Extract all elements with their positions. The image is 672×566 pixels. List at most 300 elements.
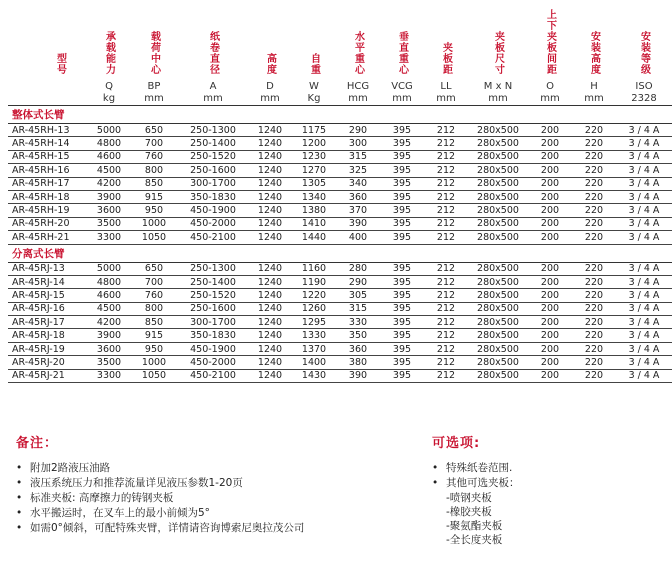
table-cell: 360 bbox=[336, 342, 380, 355]
table-cell: 1190 bbox=[292, 275, 336, 288]
column-header-label: 夹板尺寸 bbox=[492, 31, 504, 75]
note-item bbox=[16, 491, 396, 506]
option-sub-item: -聚氨酯夹板 bbox=[446, 520, 503, 532]
table-cell: 3 / 4 A bbox=[616, 262, 672, 275]
column-unit: mm bbox=[336, 92, 380, 106]
table-cell: 250-1600 bbox=[178, 164, 248, 177]
column-header-label: 夹板距 bbox=[440, 42, 452, 75]
table-cell: 370 bbox=[336, 204, 380, 217]
column-unit: mm bbox=[130, 92, 178, 106]
notes-title: 备注： bbox=[16, 436, 59, 451]
table-cell: 1240 bbox=[248, 369, 292, 382]
note-item bbox=[16, 521, 396, 536]
table-cell: 200 bbox=[528, 289, 572, 302]
table-cell: 220 bbox=[572, 177, 616, 190]
column-header bbox=[336, 6, 380, 80]
table-cell: 220 bbox=[572, 150, 616, 163]
table-cell: 280x500 bbox=[468, 204, 528, 217]
table-cell: 3 / 4 A bbox=[616, 124, 672, 137]
option-sub-item: -喷钢夹板 bbox=[446, 492, 492, 504]
table-row bbox=[8, 124, 672, 137]
table-cell: 390 bbox=[336, 217, 380, 230]
column-header bbox=[178, 6, 248, 80]
table-cell: 390 bbox=[336, 369, 380, 382]
table-cell: 220 bbox=[572, 137, 616, 150]
table-cell: 3 / 4 A bbox=[616, 302, 672, 315]
table-cell: 1240 bbox=[248, 217, 292, 230]
table-cell: 1200 bbox=[292, 137, 336, 150]
table-cell: 220 bbox=[572, 342, 616, 355]
table-cell: 1160 bbox=[292, 262, 336, 275]
column-symbol: ISO bbox=[635, 80, 653, 92]
table-cell: 212 bbox=[424, 164, 468, 177]
model-cell: AR-45RH-20 bbox=[8, 217, 88, 230]
table-cell: 395 bbox=[380, 316, 424, 329]
options-sub-list bbox=[446, 491, 632, 547]
column-header-label: 自重 bbox=[308, 53, 320, 75]
bullet-icon: • bbox=[16, 477, 23, 489]
column-unit: mm bbox=[528, 92, 572, 106]
table-cell: 3 / 4 A bbox=[616, 217, 672, 230]
table-cell: 212 bbox=[424, 204, 468, 217]
table-cell: 1410 bbox=[292, 217, 336, 230]
notes-section bbox=[16, 432, 396, 536]
table-body bbox=[8, 106, 672, 383]
table-cell: 395 bbox=[380, 204, 424, 217]
table-cell: 220 bbox=[572, 302, 616, 315]
table-cell: 3 / 4 A bbox=[616, 275, 672, 288]
option-text: 特殊纸卷范围. bbox=[446, 462, 513, 474]
section-header-row bbox=[8, 244, 672, 262]
table-cell: 4800 bbox=[88, 275, 130, 288]
column-header bbox=[468, 6, 528, 80]
table-cell: 200 bbox=[528, 150, 572, 163]
table-cell: 350 bbox=[336, 329, 380, 342]
option-item bbox=[432, 476, 632, 491]
table-cell: 395 bbox=[380, 289, 424, 302]
table-cell: 915 bbox=[130, 329, 178, 342]
table-cell: 3 / 4 A bbox=[616, 164, 672, 177]
table-cell: 1175 bbox=[292, 124, 336, 137]
table-cell: 200 bbox=[528, 356, 572, 369]
table-cell: 3 / 4 A bbox=[616, 177, 672, 190]
table-cell: 3 / 4 A bbox=[616, 329, 672, 342]
table-cell: 250-1300 bbox=[178, 262, 248, 275]
table-row bbox=[8, 137, 672, 150]
table-cell: 1050 bbox=[130, 231, 178, 244]
note-text: 附加2路液压油路 bbox=[30, 462, 111, 474]
table-cell: 4200 bbox=[88, 316, 130, 329]
table-cell: 395 bbox=[380, 356, 424, 369]
table-cell: 3500 bbox=[88, 217, 130, 230]
table-cell: 250-1520 bbox=[178, 289, 248, 302]
bullet-icon: • bbox=[16, 492, 23, 504]
table-cell: 220 bbox=[572, 124, 616, 137]
table-cell: 1240 bbox=[248, 262, 292, 275]
table-cell: 200 bbox=[528, 316, 572, 329]
model-cell: AR-45RJ-18 bbox=[8, 329, 88, 342]
table-cell: 950 bbox=[130, 342, 178, 355]
table-cell: 280x500 bbox=[468, 150, 528, 163]
table-cell: 305 bbox=[336, 289, 380, 302]
table-row bbox=[8, 190, 672, 203]
column-header bbox=[8, 6, 88, 80]
table-cell: 4500 bbox=[88, 302, 130, 315]
table-cell: 800 bbox=[130, 302, 178, 315]
column-header-label: 上下夹板间距 bbox=[544, 9, 556, 75]
table-cell: 400 bbox=[336, 231, 380, 244]
table-cell: 200 bbox=[528, 231, 572, 244]
table-cell: 315 bbox=[336, 150, 380, 163]
table-cell: 200 bbox=[528, 369, 572, 382]
table-cell: 360 bbox=[336, 190, 380, 203]
table-cell: 220 bbox=[572, 164, 616, 177]
table-cell: 450-1900 bbox=[178, 204, 248, 217]
table-cell: 280x500 bbox=[468, 342, 528, 355]
column-unit: Kg bbox=[292, 92, 336, 106]
column-header bbox=[130, 6, 178, 80]
table-cell: 280x500 bbox=[468, 356, 528, 369]
table-cell: 1230 bbox=[292, 150, 336, 163]
table-cell: 1050 bbox=[130, 369, 178, 382]
table-row bbox=[8, 342, 672, 355]
table-cell: 450-2000 bbox=[178, 217, 248, 230]
column-symbol: HCG bbox=[346, 80, 370, 92]
table-cell: 350-1830 bbox=[178, 190, 248, 203]
table-cell: 330 bbox=[336, 316, 380, 329]
bullet-icon: • bbox=[432, 462, 439, 474]
table-cell: 950 bbox=[130, 204, 178, 217]
table-cell: 200 bbox=[528, 177, 572, 190]
options-section bbox=[432, 432, 632, 547]
table-cell: 200 bbox=[528, 302, 572, 315]
table-cell: 800 bbox=[130, 164, 178, 177]
column-symbol: W bbox=[309, 80, 319, 92]
table-cell: 760 bbox=[130, 150, 178, 163]
table-cell: 700 bbox=[130, 137, 178, 150]
table-cell: 395 bbox=[380, 231, 424, 244]
table-cell: 4600 bbox=[88, 150, 130, 163]
table-cell: 4200 bbox=[88, 177, 130, 190]
table-cell: 300 bbox=[336, 137, 380, 150]
table-cell: 395 bbox=[380, 369, 424, 382]
column-symbol: LL bbox=[440, 80, 452, 92]
note-text: 如需0°倾斜，可配特殊夹臂，详情请咨询博索尼奥拉茂公司 bbox=[30, 522, 305, 534]
bullet-icon: • bbox=[16, 507, 23, 519]
table-cell: 220 bbox=[572, 289, 616, 302]
table-cell: 3900 bbox=[88, 329, 130, 342]
table-cell: 1000 bbox=[130, 356, 178, 369]
table-cell: 1430 bbox=[292, 369, 336, 382]
model-cell: AR-45RJ-19 bbox=[8, 342, 88, 355]
table-cell: 200 bbox=[528, 342, 572, 355]
model-cell: AR-45RH-13 bbox=[8, 124, 88, 137]
column-symbol: VCG bbox=[391, 80, 413, 92]
table-cell: 1305 bbox=[292, 177, 336, 190]
table-cell: 3 / 4 A bbox=[616, 316, 672, 329]
table-cell: 250-1300 bbox=[178, 124, 248, 137]
table-cell: 1000 bbox=[130, 217, 178, 230]
table-cell: 200 bbox=[528, 204, 572, 217]
table-cell: 395 bbox=[380, 342, 424, 355]
table-cell: 5000 bbox=[88, 262, 130, 275]
table-cell: 1330 bbox=[292, 329, 336, 342]
table-cell: 3300 bbox=[88, 231, 130, 244]
table-cell: 395 bbox=[380, 217, 424, 230]
column-header bbox=[248, 6, 292, 80]
column-header-label: 型号 bbox=[54, 53, 66, 75]
column-header-label: 纸卷直径 bbox=[207, 31, 219, 75]
table-cell: 280 bbox=[336, 262, 380, 275]
table-cell: 3500 bbox=[88, 356, 130, 369]
table-row bbox=[8, 204, 672, 217]
column-header bbox=[616, 6, 672, 80]
table-cell: 1240 bbox=[248, 137, 292, 150]
table-cell: 250-1520 bbox=[178, 150, 248, 163]
table-cell: 915 bbox=[130, 190, 178, 203]
table-cell: 280x500 bbox=[468, 177, 528, 190]
table-cell: 212 bbox=[424, 329, 468, 342]
table-cell: 212 bbox=[424, 342, 468, 355]
table-cell: 3 / 4 A bbox=[616, 150, 672, 163]
table-cell: 1240 bbox=[248, 289, 292, 302]
model-cell: AR-45RH-16 bbox=[8, 164, 88, 177]
table-cell: 395 bbox=[380, 275, 424, 288]
model-cell: AR-45RH-19 bbox=[8, 204, 88, 217]
table-cell: 1240 bbox=[248, 204, 292, 217]
table-cell: 280x500 bbox=[468, 137, 528, 150]
table-cell: 212 bbox=[424, 190, 468, 203]
note-text: 标准夹板: 高摩擦力的铸钢夹板 bbox=[30, 492, 174, 504]
option-text: 其他可选夹板： bbox=[446, 477, 520, 489]
model-cell: AR-45RJ-16 bbox=[8, 302, 88, 315]
column-header-label: 载荷中心 bbox=[148, 31, 160, 75]
option-sub-item: -全长度夹板 bbox=[446, 534, 503, 546]
table-cell: 220 bbox=[572, 190, 616, 203]
column-symbol bbox=[8, 80, 88, 92]
table-cell: 300-1700 bbox=[178, 177, 248, 190]
table-cell: 395 bbox=[380, 302, 424, 315]
column-header-label: 安装高度 bbox=[588, 31, 600, 75]
table-cell: 1240 bbox=[248, 231, 292, 244]
column-header bbox=[572, 6, 616, 80]
bullet-icon: • bbox=[16, 462, 23, 474]
note-text: 水平搬运时，在叉车上的最小前倾为5° bbox=[30, 507, 210, 519]
note-text: 液压系统压力和推荐流量详见液压参数1-20页 bbox=[30, 477, 243, 489]
column-unit: mm bbox=[424, 92, 468, 106]
table-cell: 3 / 4 A bbox=[616, 342, 672, 355]
section-title: 分离式长臂 bbox=[8, 244, 672, 262]
table-cell: 212 bbox=[424, 275, 468, 288]
table-cell: 220 bbox=[572, 275, 616, 288]
table-cell: 450-2100 bbox=[178, 369, 248, 382]
table-cell: 212 bbox=[424, 369, 468, 382]
column-symbol: M x N bbox=[483, 80, 513, 92]
table-cell: 1240 bbox=[248, 177, 292, 190]
table-cell: 212 bbox=[424, 217, 468, 230]
table-cell: 395 bbox=[380, 190, 424, 203]
table-cell: 3900 bbox=[88, 190, 130, 203]
table-cell: 1270 bbox=[292, 164, 336, 177]
table-cell: 1240 bbox=[248, 164, 292, 177]
header-row-symbols bbox=[8, 80, 672, 92]
model-cell: AR-45RJ-20 bbox=[8, 356, 88, 369]
table-cell: 1240 bbox=[248, 275, 292, 288]
section-header-row bbox=[8, 106, 672, 124]
column-header-label: 安装等级 bbox=[638, 31, 650, 75]
table-row bbox=[8, 329, 672, 342]
column-header-label: 水平重心 bbox=[352, 31, 364, 75]
table-row bbox=[8, 302, 672, 315]
table-row bbox=[8, 369, 672, 382]
table-cell: 280x500 bbox=[468, 231, 528, 244]
bullet-icon: • bbox=[432, 477, 439, 489]
table-cell: 220 bbox=[572, 369, 616, 382]
table-cell: 300-1700 bbox=[178, 316, 248, 329]
table-cell: 450-2000 bbox=[178, 356, 248, 369]
header-row-chinese bbox=[8, 6, 672, 80]
table-cell: 250-1600 bbox=[178, 302, 248, 315]
column-symbol: D bbox=[266, 80, 274, 92]
table-cell: 250-1400 bbox=[178, 275, 248, 288]
model-cell: AR-45RH-18 bbox=[8, 190, 88, 203]
table-cell: 4800 bbox=[88, 137, 130, 150]
table-cell: 850 bbox=[130, 177, 178, 190]
column-header bbox=[88, 6, 130, 80]
table-cell: 850 bbox=[130, 316, 178, 329]
table-cell: 3 / 4 A bbox=[616, 204, 672, 217]
section-title: 整体式长臂 bbox=[8, 106, 672, 124]
table-cell: 280x500 bbox=[468, 217, 528, 230]
table-cell: 280x500 bbox=[468, 316, 528, 329]
table-cell: 212 bbox=[424, 289, 468, 302]
table-cell: 1240 bbox=[248, 190, 292, 203]
model-cell: AR-45RJ-17 bbox=[8, 316, 88, 329]
table-row bbox=[8, 289, 672, 302]
table-cell: 200 bbox=[528, 190, 572, 203]
table-row bbox=[8, 177, 672, 190]
notes-list bbox=[16, 461, 396, 536]
column-unit: mm bbox=[178, 92, 248, 106]
table-cell: 3 / 4 A bbox=[616, 137, 672, 150]
table-row bbox=[8, 356, 672, 369]
table-row bbox=[8, 316, 672, 329]
table-cell: 280x500 bbox=[468, 302, 528, 315]
table-cell: 1240 bbox=[248, 150, 292, 163]
table-cell: 212 bbox=[424, 231, 468, 244]
table-row bbox=[8, 275, 672, 288]
model-cell: AR-45RH-21 bbox=[8, 231, 88, 244]
table-cell: 395 bbox=[380, 329, 424, 342]
table-cell: 200 bbox=[528, 124, 572, 137]
table-cell: 315 bbox=[336, 302, 380, 315]
table-cell: 1440 bbox=[292, 231, 336, 244]
table-cell: 1240 bbox=[248, 302, 292, 315]
table-cell: 1400 bbox=[292, 356, 336, 369]
table-cell: 220 bbox=[572, 231, 616, 244]
model-cell: AR-45RH-17 bbox=[8, 177, 88, 190]
column-unit: mm bbox=[572, 92, 616, 106]
table-cell: 1380 bbox=[292, 204, 336, 217]
table-cell: 212 bbox=[424, 302, 468, 315]
table-cell: 200 bbox=[528, 275, 572, 288]
table-cell: 212 bbox=[424, 124, 468, 137]
table-cell: 1240 bbox=[248, 124, 292, 137]
table-cell: 3 / 4 A bbox=[616, 231, 672, 244]
spec-table bbox=[8, 6, 672, 383]
column-unit: 2328 bbox=[616, 92, 672, 106]
table-cell: 280x500 bbox=[468, 124, 528, 137]
table-cell: 4600 bbox=[88, 289, 130, 302]
table-cell: 280x500 bbox=[468, 275, 528, 288]
table-cell: 280x500 bbox=[468, 262, 528, 275]
table-cell: 212 bbox=[424, 150, 468, 163]
model-cell: AR-45RH-15 bbox=[8, 150, 88, 163]
table-row bbox=[8, 150, 672, 163]
note-item bbox=[16, 476, 396, 491]
model-cell: AR-45RJ-21 bbox=[8, 369, 88, 382]
table-cell: 395 bbox=[380, 150, 424, 163]
table-cell: 200 bbox=[528, 217, 572, 230]
table-cell: 1370 bbox=[292, 342, 336, 355]
table-cell: 212 bbox=[424, 262, 468, 275]
table-cell: 200 bbox=[528, 262, 572, 275]
model-cell: AR-45RJ-13 bbox=[8, 262, 88, 275]
table-cell: 280x500 bbox=[468, 329, 528, 342]
table-row bbox=[8, 217, 672, 230]
table-cell: 3 / 4 A bbox=[616, 369, 672, 382]
table-cell: 450-2100 bbox=[178, 231, 248, 244]
table-cell: 350-1830 bbox=[178, 329, 248, 342]
header-row-units bbox=[8, 92, 672, 106]
table-cell: 220 bbox=[572, 316, 616, 329]
table-cell: 3600 bbox=[88, 342, 130, 355]
options-list bbox=[432, 461, 632, 491]
bullet-icon: • bbox=[16, 522, 23, 534]
table-cell: 212 bbox=[424, 356, 468, 369]
model-cell: AR-45RH-14 bbox=[8, 137, 88, 150]
column-header-label: 垂直重心 bbox=[396, 31, 408, 75]
table-cell: 395 bbox=[380, 137, 424, 150]
column-header bbox=[424, 6, 468, 80]
note-item bbox=[16, 506, 396, 521]
column-unit: mm bbox=[468, 92, 528, 106]
table-cell: 212 bbox=[424, 177, 468, 190]
table-cell: 1240 bbox=[248, 356, 292, 369]
table-cell: 220 bbox=[572, 329, 616, 342]
table-cell: 340 bbox=[336, 177, 380, 190]
column-symbol: H bbox=[590, 80, 598, 92]
table-cell: 650 bbox=[130, 262, 178, 275]
table-cell: 760 bbox=[130, 289, 178, 302]
table-cell: 3 / 4 A bbox=[616, 289, 672, 302]
column-header bbox=[528, 6, 572, 80]
table-cell: 325 bbox=[336, 164, 380, 177]
table-cell: 220 bbox=[572, 262, 616, 275]
table-cell: 200 bbox=[528, 329, 572, 342]
table-cell: 395 bbox=[380, 164, 424, 177]
table-cell: 250-1400 bbox=[178, 137, 248, 150]
table-cell: 450-1900 bbox=[178, 342, 248, 355]
column-symbol: A bbox=[209, 80, 217, 92]
table-row bbox=[8, 262, 672, 275]
table-cell: 395 bbox=[380, 262, 424, 275]
column-symbol: O bbox=[546, 80, 554, 92]
table-cell: 3300 bbox=[88, 369, 130, 382]
table-cell: 280x500 bbox=[468, 369, 528, 382]
column-symbol: Q bbox=[105, 80, 113, 92]
column-unit: mm bbox=[248, 92, 292, 106]
